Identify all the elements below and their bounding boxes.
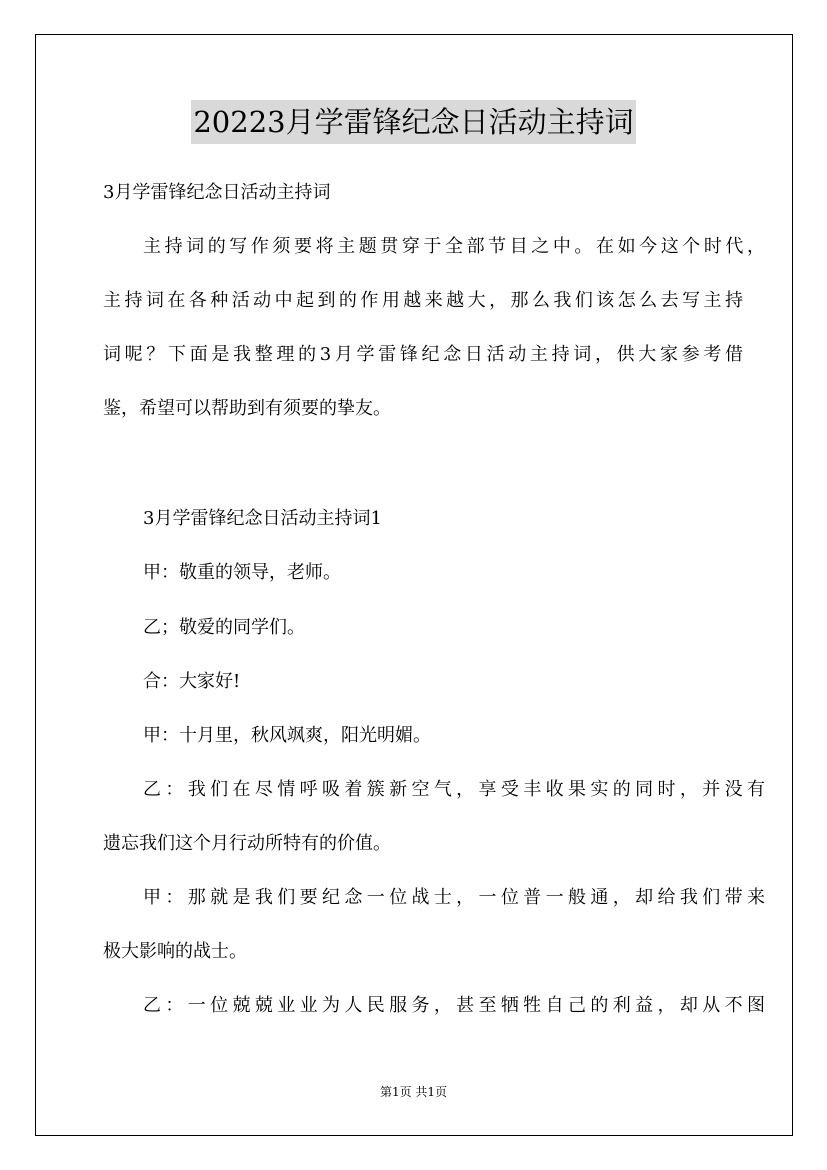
dialogue-line: 合：大家好! (143, 671, 241, 692)
dialogue-line: 乙：一位兢兢业业为人民服务，甚至牺牲自己的利益，却从不图 (143, 995, 765, 1016)
dialogue-line: 乙；敬爱的同学们。 (143, 617, 305, 638)
dialogue-line: 甲：敬重的领导，老师。 (143, 562, 341, 583)
intro-line: 鉴，希望可以帮助到有须要的挚友。 (103, 398, 391, 419)
dialogue-line: 甲：十月里，秋风飒爽，阳光明媚。 (143, 725, 431, 746)
dialogue-line: 甲：那就是我们要纪念一位战士，一位普一般通，却给我们带来 (143, 887, 765, 908)
intro-line: 词呢？下面是我整理的3月学雷锋纪念日活动主持词，供大家参考借 (103, 344, 743, 365)
dialogue-line: 极大影响的战士。 (103, 941, 247, 962)
section-heading: 3月学雷锋纪念日活动主持词1 (143, 508, 382, 529)
dialogue-line: 遗忘我们这个月行动所特有的价值。 (103, 833, 391, 854)
intro-line: 主持词的写作须要将主题贯穿于全部节目之中。在如今这个时代， (143, 236, 765, 257)
dialogue-line: 乙：我们在尽情呼吸着簇新空气，享受丰收果实的同时，并没有 (143, 779, 765, 800)
document-title: 20223月学雷锋纪念日活动主持词 (191, 100, 635, 144)
page-footer: 第1页 共1页 (379, 1085, 448, 1099)
document-subtitle: 3月学雷锋纪念日活动主持词 (103, 182, 331, 203)
title-container (0, 100, 827, 144)
intro-line: 主持词在各种活动中起到的作用越来越大，那么我们该怎么去写主持 (103, 290, 743, 311)
